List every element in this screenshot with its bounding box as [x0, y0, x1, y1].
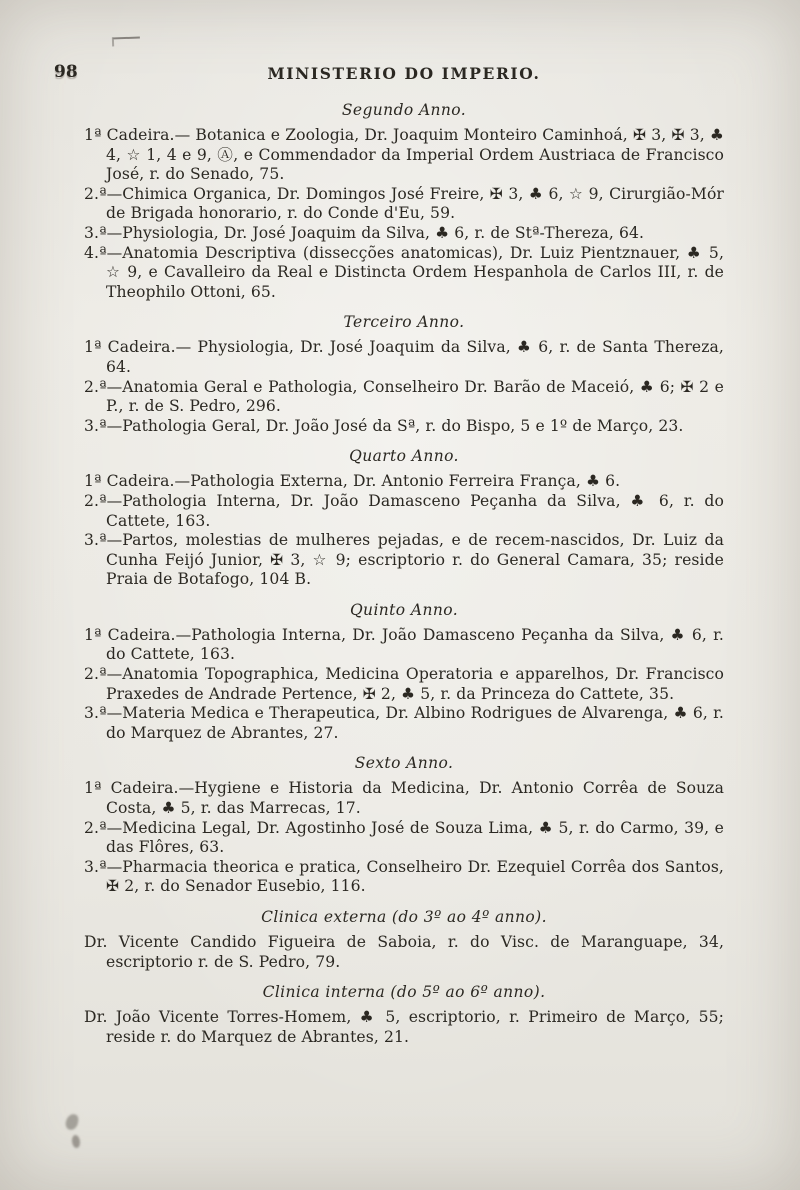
scan-artifact [64, 1113, 79, 1131]
section-segundo-anno [84, 101, 724, 302]
section-quarto-anno [84, 447, 724, 590]
catalog-entry: 2.ª—Anatomia Geral e Pathologia, Conselheiro Dr. Barão de Maceió, ♣ 6; ✠ 2 e P., r. de S. Pedro, 296. [84, 377, 724, 416]
section-sexto-anno [84, 754, 724, 897]
catalog-entry: Dr. Vicente Candido Figueira de Saboia, r. do Visc. de Maranguape, 34, escriptorio r. de S. Pedro, 79. [84, 933, 724, 971]
catalog-entry: 2.ª—Chimica Organica, Dr. Domingos José Freire, ✠ 3, ♣ 6, ☆ 9, Cirurgião-Mór de Brigada honorario, r. do Conde d'Eu, 59. [84, 184, 724, 223]
section-clinica-interna [84, 983, 724, 1047]
catalog-entry: 4.ª—Anatomia Descriptiva (dissecções anatomicas), Dr. Luiz Pientznauer, ♣ 5, ☆ 9, e Cavalleiro da Real e Distincta Ordem Hespanhola de Carlos III, r. de Theophilo Ottoni, 65. [84, 243, 724, 301]
section-heading-clinica-interna: Clinica interna (do 5º ao 6º anno). [262, 983, 546, 1002]
catalog-entry: 2.ª—Medicina Legal, Dr. Agostinho José de Souza Lima, ♣ 5, r. do Carmo, 39, e das Flôres, 63. [84, 818, 724, 857]
catalog-entry: 2.ª—Pathologia Interna, Dr. João Damasceno Peçanha da Silva, ♣ 6, r. do Cattete, 163. [84, 491, 724, 530]
catalog-entry: 1ª Cadeira.—Pathologia Externa, Dr. Antonio Ferreira França, ♣ 6. [84, 472, 621, 491]
section-heading-sexto-anno: Sexto Anno. [354, 754, 454, 773]
catalog-entry: 2.ª—Anatomia Topographica, Medicina Operatoria e apparelhos, Dr. Francisco Praxedes de Andrade Pertence, ✠ 2, ♣ 5, r. da Princeza do Cattete, 35. [84, 665, 724, 703]
catalog-entry: 1ª Cadeira.—Pathologia Interna, Dr. João Damasceno Peçanha da Silva, ♣ 6, r. do Cattete, 163. [84, 625, 724, 664]
catalog-entry: 1ª Cadeira.— Physiologia, Dr. José Joaquim da Silva, ♣ 6, r. de Santa Thereza, 64. [84, 338, 724, 376]
section-quinto-anno [84, 601, 724, 744]
catalog-entry: 1ª Cadeira.— Botanica e Zoologia, Dr. Joaquim Monteiro Caminhoá, ✠ 3, ✠ 3, ♣ 4, ☆ 1, 4 e 9, Ⓐ, e Commendador da Imperial Ordem Austriaca de Francisco José, r. do Senado, 75. [84, 126, 724, 184]
section-heading-segundo-anno: Segundo Anno. [341, 101, 467, 119]
scan-artifact [112, 37, 140, 47]
section-heading-terceiro-anno: Terceiro Anno. [343, 313, 465, 332]
catalog-entry: 3.ª—Materia Medica e Therapeutica, Dr. Albino Rodrigues de Alvarenga, ♣ 6, r. do Marquez de Abrantes, 27. [84, 704, 724, 742]
catalog-entry: 3.ª—Physiologia, Dr. José Joaquim da Silva, ♣ 6, r. de Stª-Thereza, 64. [84, 223, 645, 242]
section-heading-clinica-externa: Clinica externa (do 3º ao 4º anno). [261, 908, 547, 926]
catalog-entry: 3.ª—Partos, molestias de mulheres pejadas, e de recem-nascidos, Dr. Luiz da Cunha Feijó Junior, ✠ 3, ☆ 9; escriptorio r. do General Camara, 35; reside Praia de Botafogo, 104 B. [84, 531, 724, 589]
catalog-entry: Dr. João Vicente Torres-Homem, ♣ 5, escriptorio, r. Primeiro de Março, 55; reside r. do Marquez de Abrantes, 21. [84, 1008, 724, 1046]
catalog-entry: 3.ª—Pharmacia theorica e pratica, Conselheiro Dr. Ezequiel Corrêa dos Santos, ✠ 2, r. do Senador Eusebio, 116. [84, 857, 724, 896]
page-number: 98 [54, 62, 78, 82]
page-title: MINISTERIO DO IMPERIO. [267, 64, 541, 83]
section-terceiro-anno [84, 313, 724, 436]
scan-artifact [71, 1135, 81, 1149]
section-heading-quarto-anno: Quarto Anno. [349, 447, 459, 466]
section-heading-quinto-anno: Quinto Anno. [349, 600, 459, 619]
catalog-entry: 3.ª—Pathologia Geral, Dr. João José da Sª, r. do Bispo, 5 e 1º de Março, 23. [84, 416, 684, 435]
section-clinica-externa [84, 908, 724, 972]
catalog-entry: 1ª Cadeira.—Hygiene e Historia da Medicina, Dr. Antonio Corrêa de Souza Costa, ♣ 5, r. das Marrecas, 17. [84, 779, 724, 818]
page-header [54, 62, 724, 90]
